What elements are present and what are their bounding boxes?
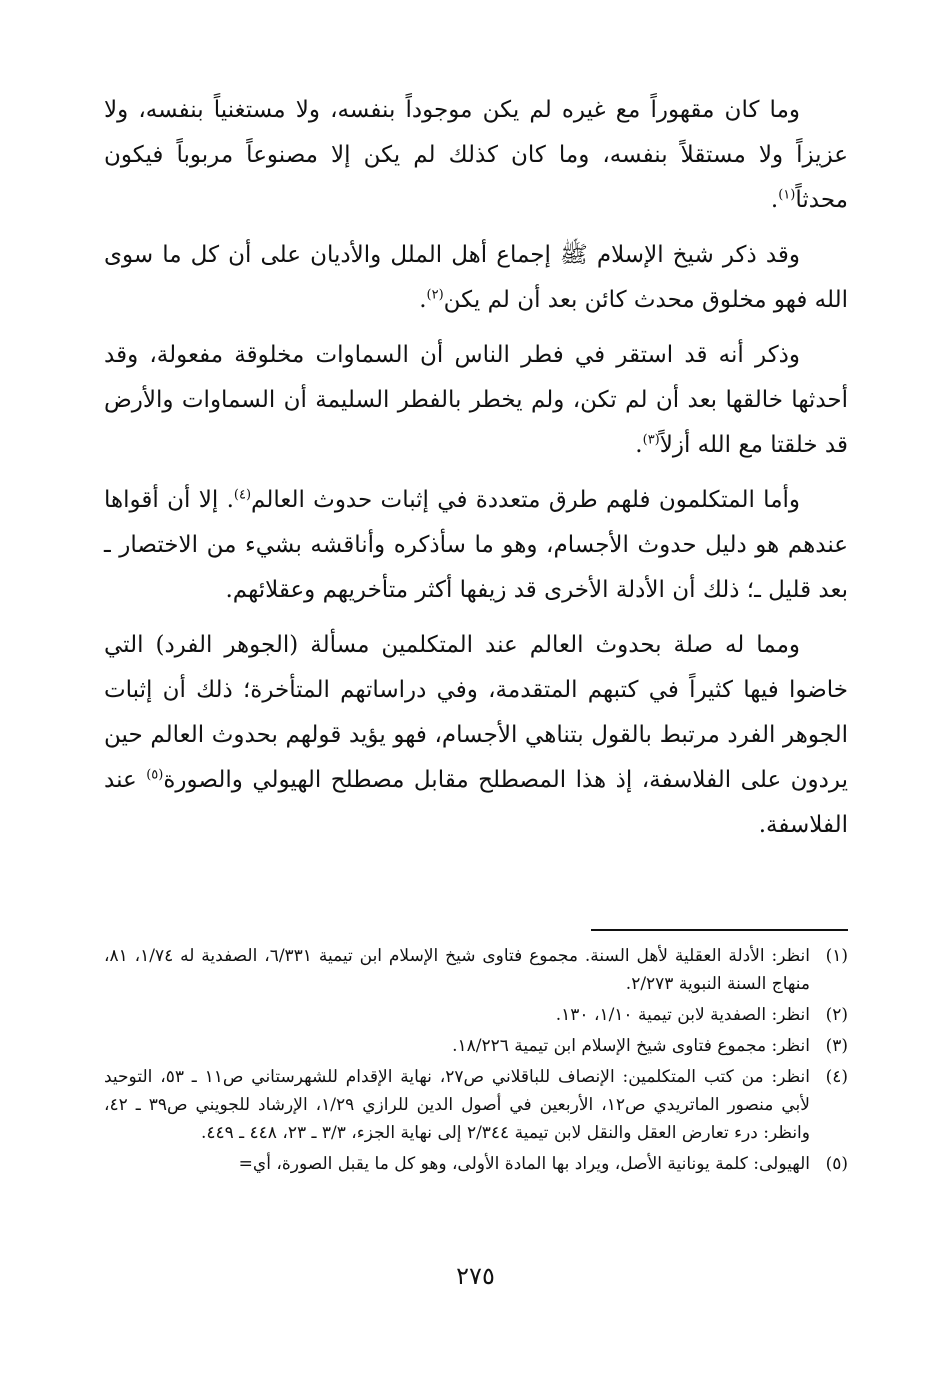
footnotes [104, 942, 848, 1181]
main-text [104, 88, 848, 858]
paragraph-text: وما كان مقهوراً مع غيره لم يكن موجوداً بنفسه، ولا مستغنياً بنفسه، ولا عزيزاً ولا مستقلاً بنفسه، وما كان كذلك لم يكن إلا مصنوعاً مربوباً فيكون محدثاً [104, 97, 848, 213]
footnote-2 [104, 1001, 848, 1029]
paragraph-text: ومما له صلة بحدوث العالم عند المتكلمين مسألة (الجوهر الفرد) التي خاضوا فيها كثيراً في كتبهم المتقدمة، وفي دراساتهم المتأخرة؛ ذلك أن إثبات الجوهر الفرد مرتبط بالقول بتناهي الأجسام، فهو يؤيد قولهم بحدوث العالم حين يردون على الفلاسفة، إذ هذا المصطلح مقابل مصطلح الهيولي والصورة [104, 632, 848, 793]
footnote-number: (٢) [825, 1005, 848, 1025]
page-number: ٢٧٥ [456, 1262, 495, 1290]
footnote-number: (٥) [825, 1154, 848, 1174]
footnote-number: (١) [825, 946, 848, 966]
paragraph-text: وذكر أنه قد استقر في فطر الناس أن السماوات مخلوقة مفعولة، وقد أحدثها خالقها بعد أن لم تكن، ولم يخطر بالفطر السليمة أن السماوات والأرض قد خلقتا مع الله أزلاً [104, 342, 848, 458]
footnote-ref-5: (٥) [146, 767, 164, 783]
footnote-ref-4: (٤) [233, 487, 252, 503]
paragraph-tail: عند الفلاسفة. [104, 767, 848, 838]
footnote-4 [104, 1063, 848, 1147]
footnote-3 [104, 1032, 848, 1060]
footnote-number: (٤) [825, 1067, 848, 1087]
footnote-number: (٣) [825, 1036, 848, 1056]
paragraph-text: وأما المتكلمون فلهم طرق متعددة في إثبات حدوث العالم [251, 487, 801, 513]
footnote-ref-2: (٢) [426, 287, 444, 303]
footnote-text: انظر: الصفدية لابن تيمية ١/١٠، ١٣٠. [555, 1005, 810, 1025]
footnote-5 [104, 1150, 848, 1178]
paragraph-2 [104, 233, 848, 323]
footnote-separator [591, 929, 848, 931]
paragraph-tail: . [635, 432, 643, 458]
footnote-text: انظر: مجموع فتاوى شيخ الإسلام ابن تيمية ١٨/٢٢٦. [452, 1036, 810, 1056]
paragraph-tail: . إلا أن أقواها عندهم هو دليل حدوث الأجسام، وهو ما سأذكره وأناقشه بشيء من الاختصار ـ بعد قليل ـ؛ ذلك أن الأدلة الأخرى قد زيفها أكثر متأخريهم وعقلائهم. [104, 487, 848, 603]
paragraph-5 [104, 623, 848, 848]
footnote-text: انظر: من كتب المتكلمين: الإنصاف للباقلاني ص٢٧، نهاية الإقدام للشهرستاني ص١١ ـ ٥٣، التوحيد لأبي منصور الماتريدي ص١٢، الأربعين في أصول الدين للرازي ١/٢٩، الإرشاد للجويني ص٣٩ ـ ٤٢، وانظر: درء تعارض العقل والنقل لابن تيمية ٢/٣٤٤ إلى نهاية الجزء، ٣/٣ ـ ٢٣، ٤٤٨ ـ ٤٤٩. [104, 1067, 810, 1143]
footnote-ref-3: (٣) [642, 432, 660, 448]
paragraph-tail: . [419, 287, 427, 313]
paragraph-1 [104, 88, 848, 223]
footnote-1 [104, 942, 848, 998]
paragraph-3 [104, 333, 848, 468]
footnote-text: الهيولى: كلمة يونانية الأصل، ويراد بها المادة الأولى، وهو كل ما يقبل الصورة، أي= [238, 1154, 810, 1174]
footnote-text: انظر: الأدلة العقلية لأهل السنة. مجموع فتاوى شيخ الإسلام ابن تيمية ٦/٣٣١، الصفدية له ١/٧٤، ٨١، منهاج السنة النبوية ٢/٢٧٣. [104, 946, 810, 994]
paragraph-tail: . [770, 187, 779, 213]
paragraph-4 [104, 478, 848, 613]
paragraph-text: وقد ذكر شيخ الإسلام ﷺ إجماع أهل الملل والأديان على أن كل ما سوى الله فهو مخلوق محدث كائن بعد أن لم يكن [104, 242, 848, 313]
footnote-ref-1: (١) [778, 187, 796, 203]
